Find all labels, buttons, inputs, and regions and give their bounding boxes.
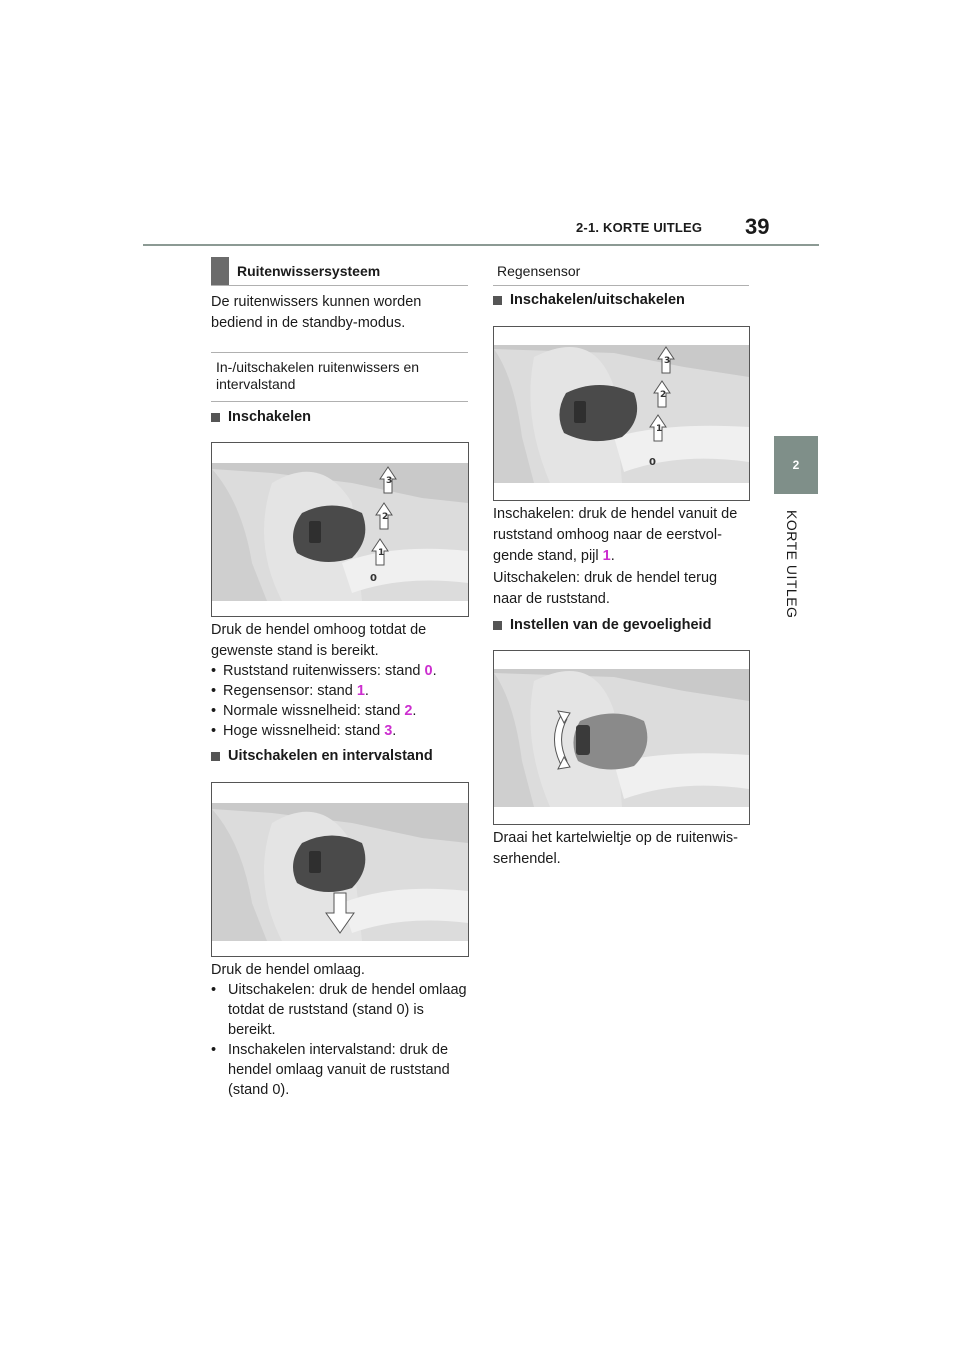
section-bar: [211, 257, 229, 285]
heading-sensitivity: [493, 617, 711, 633]
heading-text: Uitschakelen en intervalstand: [228, 748, 433, 764]
header-rule: [143, 244, 819, 246]
section-title: Regensensor: [497, 263, 581, 279]
page-number: 39: [745, 214, 770, 239]
heading-switch-off: [211, 748, 433, 764]
figure-label-2: 2: [382, 512, 389, 522]
list-item: • Hoge wissnelheid: stand 3.: [211, 723, 397, 739]
section-header-wipers: [211, 257, 468, 286]
subsection-title: In-/uitschakelen ruitenwissers en intervalstand: [216, 359, 420, 392]
figure-label-1: 1: [378, 548, 385, 558]
figure-label-1: 1: [656, 424, 663, 434]
bullet-square-icon: [211, 752, 220, 761]
section-header-rain-sensor: [493, 257, 749, 286]
toggle-on-text: Inschakelen: druk de hendel vanuit de ruststand omhoog naar de eerstvol-gende stand, pijl 1.: [493, 506, 738, 564]
section-title: Ruitenwissersysteem: [237, 263, 381, 279]
figure-label-3: 3: [386, 476, 393, 486]
figure-sensitivity-wheel: [493, 650, 750, 825]
chapter-tab-number: 2: [792, 458, 800, 472]
list-item: • Ruststand ruitenwissers: stand 0.: [211, 663, 437, 679]
bullet-square-icon: [493, 296, 502, 305]
chapter-side-label: KORTE UITLEG: [784, 510, 800, 619]
toggle-off-text: Uitschakelen: druk de hendel terug naar de ruststand.: [493, 570, 718, 607]
heading-switch-on: [211, 409, 311, 425]
heading-text: Inschakelen/uitschakelen: [510, 292, 685, 308]
switch-on-text: Druk de hendel omhoog totdat de gewenste stand is bereikt.: [211, 622, 427, 659]
switch-off-list: [211, 980, 467, 1100]
sensitivity-text: Draai het kartelwieltje op de ruitenwis-serhendel.: [493, 830, 738, 867]
figure-lever-down: [211, 782, 469, 957]
heading-text: Inschakelen: [228, 409, 312, 425]
figure-label-3: 3: [664, 356, 671, 366]
switch-off-text: Druk de hendel omlaag.: [211, 962, 365, 978]
subsection-box: [211, 352, 468, 402]
heading-text: Instellen van de gevoeligheid: [510, 617, 712, 633]
figure-label-2: 2: [660, 390, 667, 400]
list-item: • Normale wissnelheid: stand 2.: [211, 703, 417, 719]
bullet-square-icon: [493, 621, 502, 630]
bullet-square-icon: [211, 413, 220, 422]
intro-text: De ruitenwissers kunnen worden bediend in de standby-modus.: [211, 294, 422, 331]
list-item: • Regensensor: stand 1.: [211, 683, 369, 699]
chapter-tab: [774, 436, 818, 494]
figure-lever-up: [211, 442, 469, 617]
list-item: • Inschakelen intervalstand: druk de hendel omlaag vanuit de ruststand (stand 0).: [211, 1042, 450, 1098]
switch-on-list: [211, 661, 467, 741]
running-head: 2-1. KORTE UITLEG: [576, 220, 703, 235]
heading-toggle: [493, 292, 685, 308]
figure-label-0: 0: [649, 457, 656, 468]
list-item: • Uitschakelen: druk de hendel omlaag totdat de ruststand (stand 0) is bereikt.: [211, 982, 467, 1038]
figure-rain-sensor-toggle: [493, 326, 750, 501]
figure-label-0: 0: [370, 573, 377, 584]
